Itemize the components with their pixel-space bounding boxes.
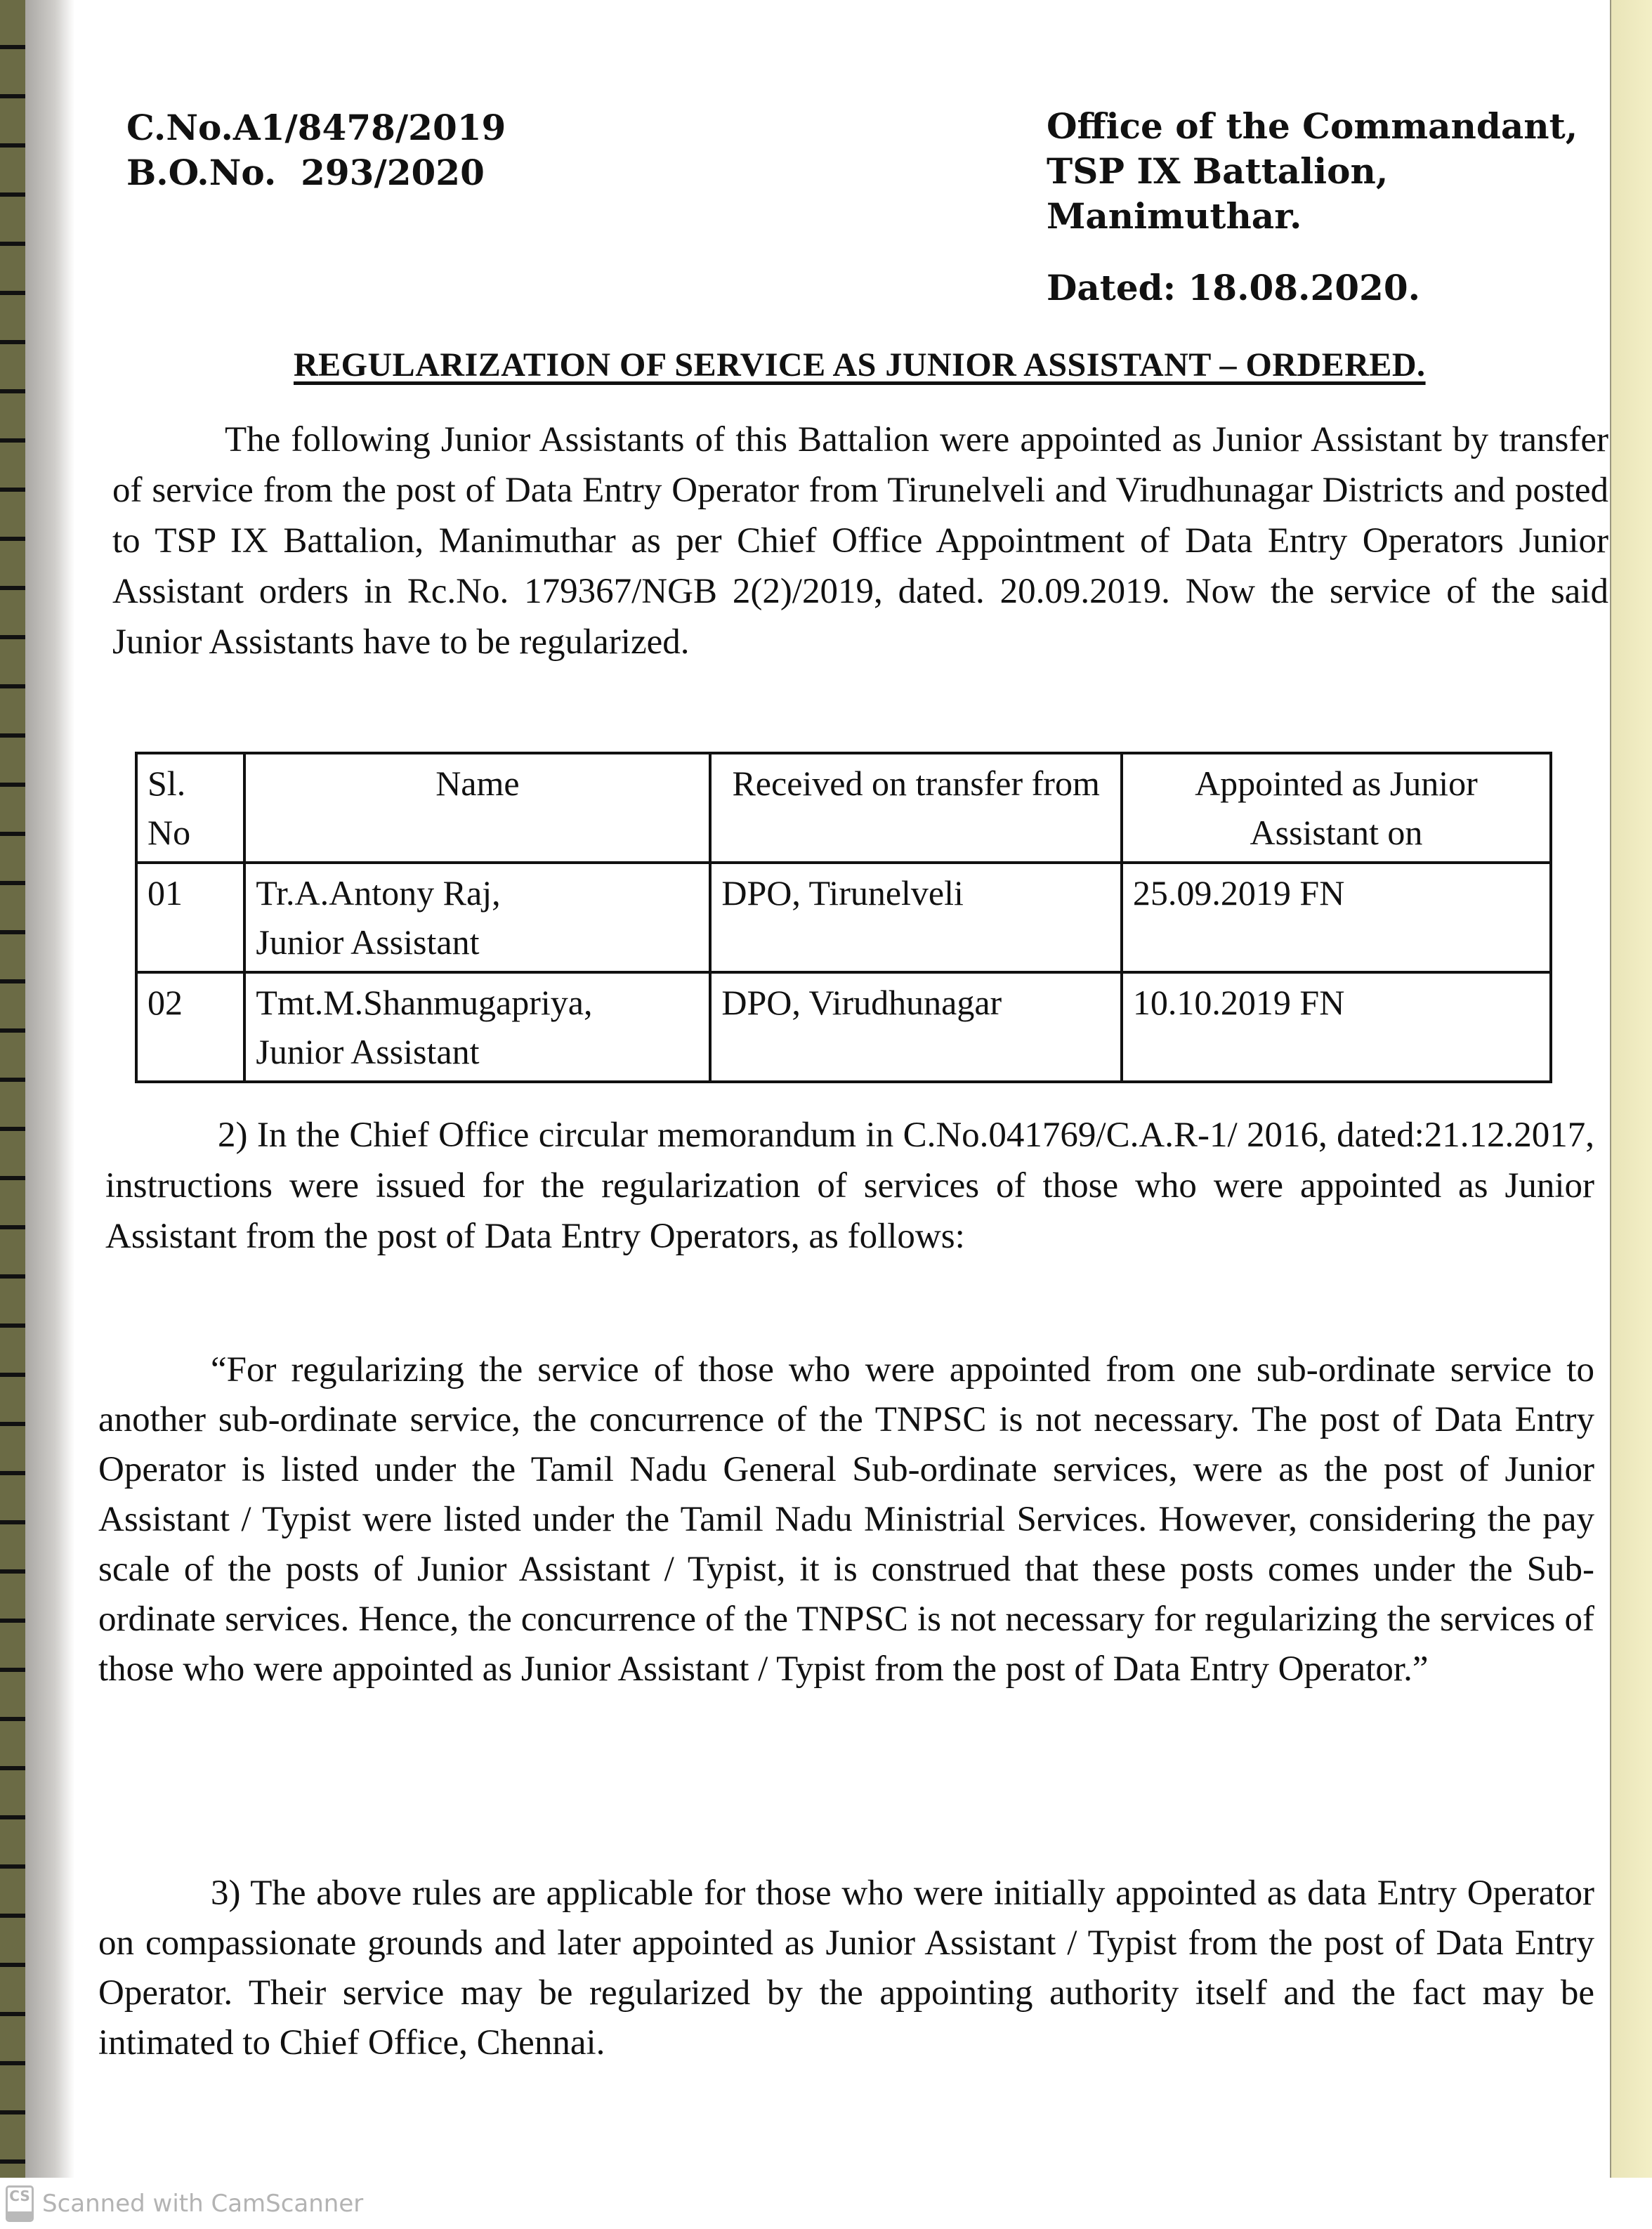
cell-appointed-on: 10.10.2019 FN: [1122, 972, 1551, 1082]
table-row: [136, 863, 1551, 972]
office-line: Manimuthar.: [1047, 195, 1302, 237]
cell-name: [244, 972, 710, 1082]
paragraph-text: The following Junior Assistants of this Battalion were appointed as Junior Assistant by transfer of service from the post of Data Entry Operator from Tirunelveli and Virudhunagar Districts and posted to TSP IX Battalion, Manimuthar as per Chief Office Appointment of Data Entry Operators Junior Assistant orders in Rc.No. 179367/NGB 2(2)/2019, dated. 20.09.2019. Now the service of the said Junior Assistants have to be regularized.: [112, 420, 1608, 662]
cell-sl-no: 02: [136, 972, 244, 1082]
office-address: [1047, 104, 1578, 239]
watermark-text: Scanned with CamScanner: [42, 2189, 364, 2218]
employee-designation: Junior Assistant: [256, 922, 480, 962]
table-row: [136, 972, 1551, 1082]
header-name: Name: [244, 753, 710, 863]
paragraph-text: 2) In the Chief Office circular memorandum in C.No.041769/C.A.R-1/ 2016, dated:21.12.2017, instructions were issued for the regularization of services of those who were appointed as Junior Assistant from the post of Data Entry Operators, as follows:: [105, 1116, 1594, 1256]
cell-received-from: DPO, Tirunelveli: [710, 863, 1122, 972]
employee-name: Tr.A.Antony Raj,: [256, 873, 501, 913]
employee-name: Tmt.M.Shanmugapriya,: [256, 983, 593, 1022]
order-date: Dated: 18.08.2020.: [1047, 267, 1421, 308]
header-received-from: Received on transfer from: [710, 753, 1122, 863]
cell-name: [244, 863, 710, 972]
subject-heading: REGULARIZATION OF SERVICE AS JUNIOR ASSISTANT – ORDERED.: [294, 346, 1426, 384]
cell-received-from: DPO, Virudhunagar: [710, 972, 1122, 1082]
office-line: Office of the Commandant,: [1047, 105, 1578, 147]
paragraph-3: [98, 1869, 1594, 2068]
camscanner-logo-icon: CS: [6, 2185, 34, 2222]
paragraph-text: 3) The above rules are applicable for those who were initially appointed as data Entry Operator on compassionate grounds and later appointed as Junior Assistant / Typist from the post of Data Entry Operator. Their service may be regularized by the appointing authority itself and the fact may be intimated to Chief Office, Chennai.: [98, 1874, 1594, 2063]
paragraph-2: [105, 1110, 1594, 1262]
paragraph-quote: [98, 1345, 1594, 1694]
order-number: B.O.No. 293/2020: [126, 152, 485, 193]
office-line: TSP IX Battalion,: [1047, 150, 1389, 192]
employee-designation: Junior Assistant: [256, 1032, 480, 1071]
header-sl-no: Sl. No: [136, 753, 244, 863]
staff-table: [135, 752, 1552, 1083]
paragraph-text: “For regularizing the service of those who were appointed from one sub-ordinate service to another sub-ordinate service, the concurrence of the TNPSC is not necessary. The post of Data Entry Operator is listed under the Tamil Nadu General Sub-ordinate services, were as the post of Junior Assistant / Typist were listed under the Tamil Nadu Ministrial Services. However, considering the pay scale of the posts of Junior Assistant / Typist, it is construed that these posts comes under the Sub-ordinate services. Hence, the concurrence of the TNPSC is not necessary for regularizing the services of those who were appointed as Junior Assistant / Typist from the post of Data Entry Operator.”: [98, 1350, 1594, 1689]
cell-appointed-on: 25.09.2019 FN: [1122, 863, 1551, 972]
table-header-row: [136, 753, 1551, 863]
paragraph-intro: [112, 414, 1608, 667]
camscanner-watermark: [6, 2178, 363, 2229]
reference-number: C.No.A1/8478/2019: [126, 107, 506, 148]
header-appointed-on: Appointed as Junior Assistant on: [1122, 753, 1551, 863]
cell-sl-no: 01: [136, 863, 244, 972]
reference-block: [126, 105, 506, 195]
